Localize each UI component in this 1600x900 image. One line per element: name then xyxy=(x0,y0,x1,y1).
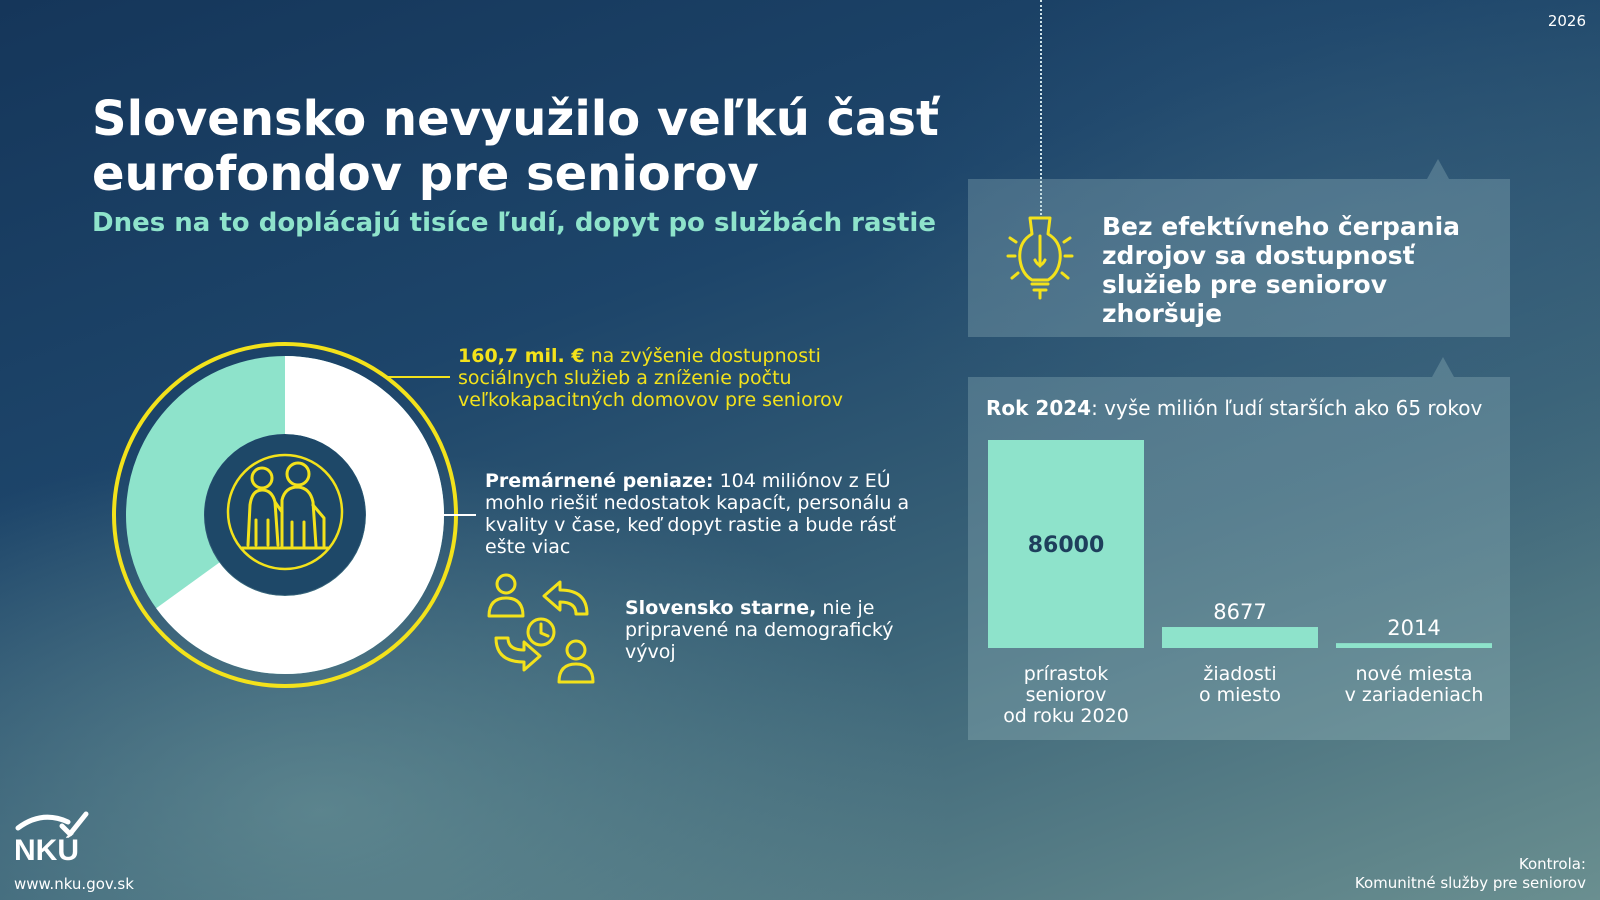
demographic-change-icon xyxy=(484,572,606,688)
stats-year-text: : vyše milión ľudí starších ako 65 rokov xyxy=(1091,396,1483,420)
category-label-2-1: v zariadeniach xyxy=(1344,684,1484,706)
wasted-callout-line xyxy=(440,514,476,516)
bar-1 xyxy=(1162,627,1318,648)
donut-chart xyxy=(110,340,460,690)
insight-text: Bez efektívneho čerpania zdrojov sa dostupnosť služieb pre seniorov zhoršuje xyxy=(1102,212,1461,328)
aging-fact xyxy=(625,597,925,663)
stats-panel-notch xyxy=(1432,357,1454,377)
lightbulb-icon xyxy=(1000,210,1080,302)
year-label: 2026 xyxy=(1547,12,1586,30)
wasted-label: Premárnené peniaze: xyxy=(485,470,714,492)
category-label-0-0: prírastok xyxy=(1023,663,1109,685)
category-label-0-2: od roku 2020 xyxy=(1003,705,1129,727)
aging-text: nie je pripravené na demografický vývoj xyxy=(625,597,894,663)
wasted-fact xyxy=(485,470,925,558)
bar-value-label-0: 86000 xyxy=(1027,533,1105,558)
funds-text: na zvýšenie dostupnosti sociálnych služieb a zníženie počtu veľkokapacitných domovov pre seniorov xyxy=(458,345,843,411)
page-subtitle: Dnes na to doplácajú tisíce ľudí, dopyt po službách rastie xyxy=(92,208,936,238)
control-name: Komunitné služby pre seniorov xyxy=(1354,874,1586,892)
control-label: Kontrola: xyxy=(1518,855,1586,873)
page-title: Slovensko nevyužilo veľkú časť eurofondov pre seniorov xyxy=(92,91,939,202)
aging-label: Slovensko starne, xyxy=(625,597,817,619)
funds-fact xyxy=(458,345,898,411)
bar-2 xyxy=(1336,643,1492,648)
nku-logo xyxy=(12,808,90,870)
funds-callout-line xyxy=(388,376,450,378)
bar-value-label-2: 2014 xyxy=(1387,616,1441,641)
insight-panel-notch xyxy=(1427,159,1449,179)
stats-heading xyxy=(986,396,1482,420)
funds-amount: 160,7 mil. € xyxy=(458,345,585,367)
category-label-2-0: nové miesta xyxy=(1355,663,1473,685)
website-link[interactable]: www.nku.gov.sk xyxy=(14,875,134,893)
category-label-0-1: seniorov xyxy=(1025,684,1107,706)
bar-chart xyxy=(968,420,1510,740)
stats-year: Rok 2024 xyxy=(986,396,1092,420)
wasted-text: 104 miliónov z EÚ mohlo riešiť nedostatok kapacít, personálu a kvality v čase, keď dopyt rastie a bude rásť ešte viac xyxy=(485,470,910,558)
category-label-1-0: žiadosti xyxy=(1203,663,1277,685)
category-label-1-1: o miesto xyxy=(1198,684,1282,706)
control-info xyxy=(1355,855,1586,893)
bar-value-label-1: 8677 xyxy=(1213,600,1267,625)
logo-text: NKÚ xyxy=(14,834,79,867)
